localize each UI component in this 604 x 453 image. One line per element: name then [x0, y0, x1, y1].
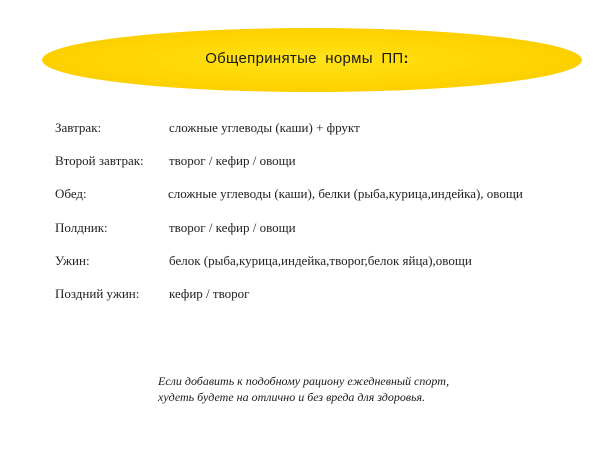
- meal-value: сложные углеводы (каши) + фрукт: [169, 120, 360, 135]
- meal-label: Полдник:: [55, 220, 108, 235]
- title-banner: [42, 28, 582, 92]
- meal-value: сложные углеводы (каши), белки (рыба,курица,индейка), овощи: [168, 186, 523, 201]
- meal-label: Поздний ужин:: [55, 286, 140, 301]
- page-title: [205, 50, 409, 67]
- meal-value: творог / кефир / овощи: [169, 220, 296, 235]
- meal-label: Завтрак:: [55, 120, 102, 135]
- footer-note-line-1: Если добавить к подобному рациону ежедневный спорт,: [158, 374, 450, 388]
- footer-note: [158, 373, 449, 405]
- meal-value: белок (рыба,курица,индейка,творог,белок яйца),овощи: [169, 253, 472, 268]
- page-title-text: Общепринятые нормы ПП: [205, 49, 404, 67]
- meal-label: Второй завтрак:: [55, 153, 144, 168]
- page-title-colon: :: [403, 49, 409, 67]
- meal-value: кефир / творог: [169, 286, 250, 301]
- meal-label: Обед:: [55, 186, 87, 201]
- meal-label: Ужин:: [55, 253, 90, 268]
- meal-value: творог / кефир / овощи: [169, 153, 296, 168]
- footer-note-line-2: худеть будете на отлично и без вреда для здоровья.: [158, 390, 426, 404]
